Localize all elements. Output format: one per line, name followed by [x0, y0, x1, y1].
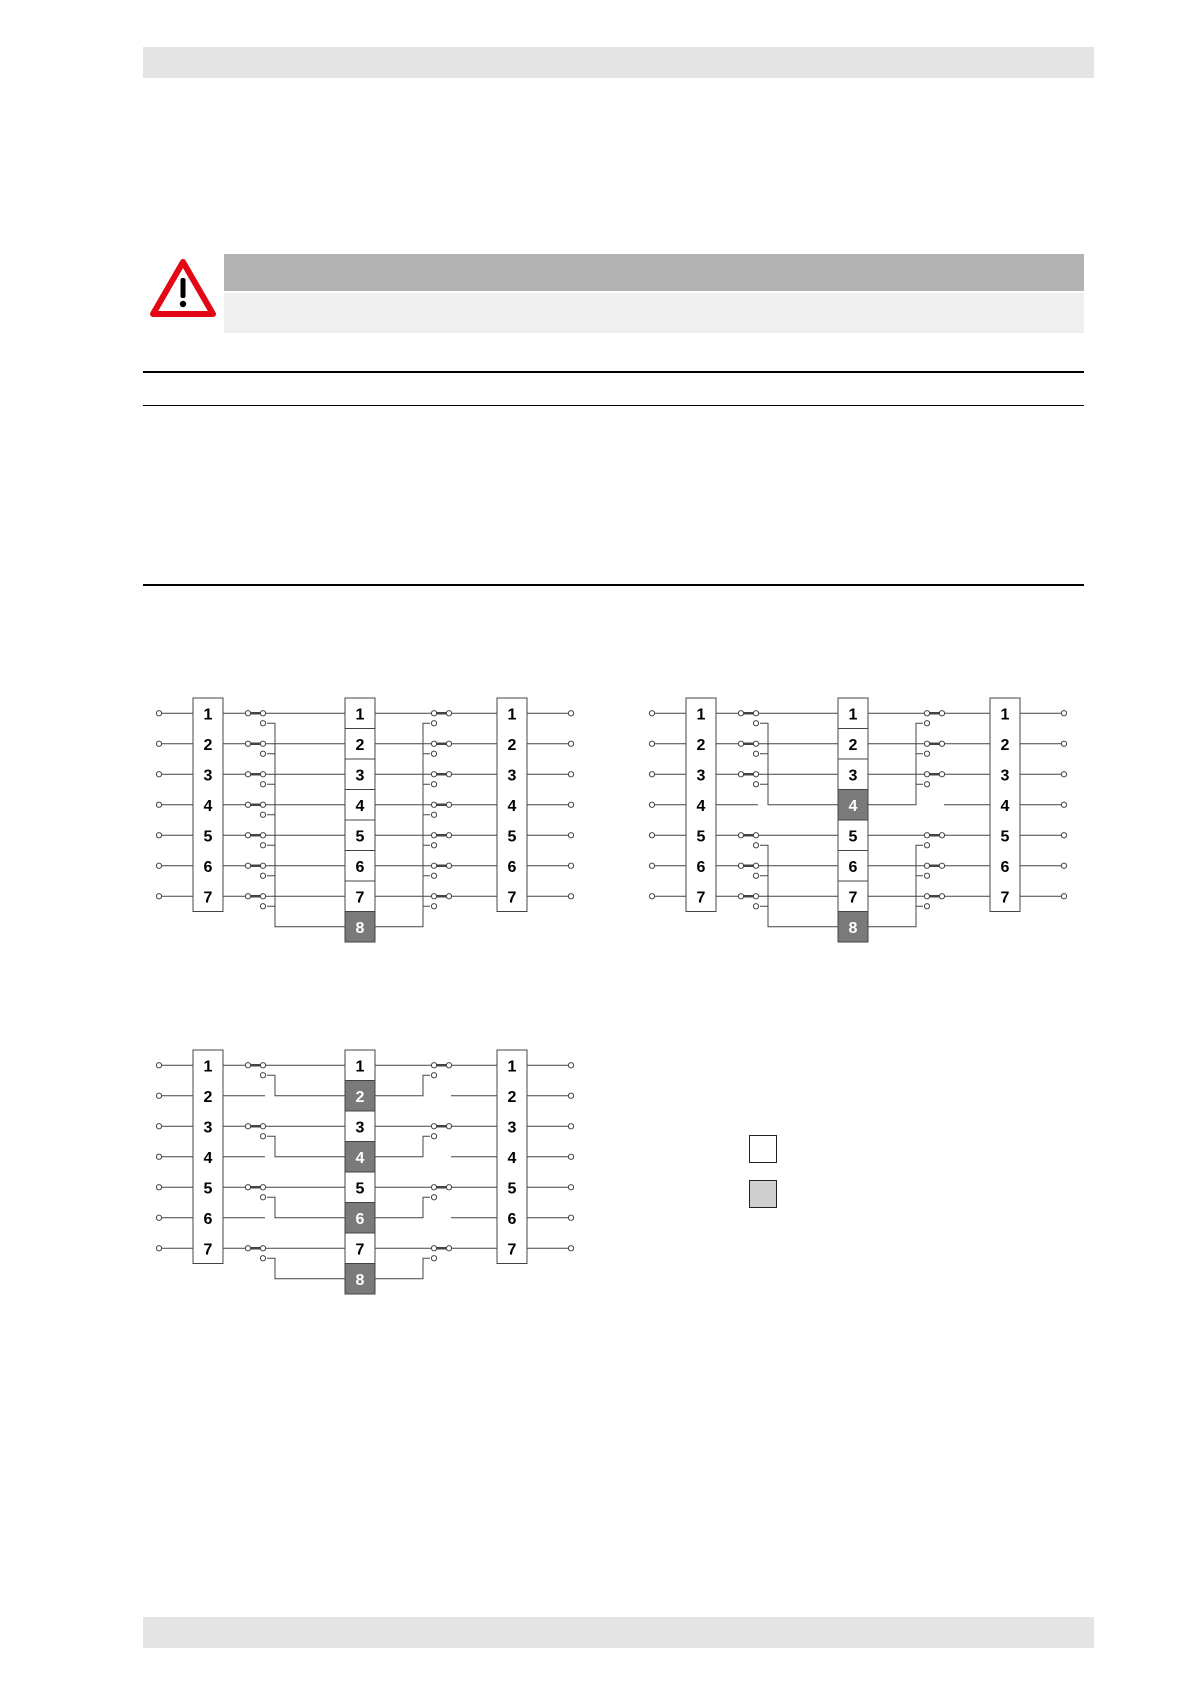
left-switch-contact [753, 863, 758, 868]
middle-slot-label: 1 [848, 706, 858, 724]
left-input-terminal [156, 1215, 161, 1220]
right-output-terminal [1061, 833, 1066, 838]
right-switch-alt-contact [924, 721, 929, 726]
left-switch-alt-contact [753, 721, 758, 726]
right-switch-pivot [446, 1185, 451, 1190]
left-input-terminal [649, 863, 654, 868]
left-switch-pivot [245, 1246, 250, 1251]
left-switch-alt-contact [753, 873, 758, 878]
right-switch-contact [431, 863, 436, 868]
left-input-terminal [156, 772, 161, 777]
right-output-terminal [568, 711, 573, 716]
left-slot-label: 5 [696, 828, 706, 846]
left-slot-label: 6 [203, 858, 213, 876]
middle-slot-label: 8 [848, 919, 858, 937]
left-input-terminal [649, 894, 654, 899]
right-slot-label: 1 [507, 706, 517, 724]
left-input-terminal [156, 894, 161, 899]
right-collector-bus [375, 1258, 430, 1279]
right-switch-alt-contact [431, 843, 436, 848]
page-header-bar [143, 47, 1094, 78]
right-output-terminal [1061, 772, 1066, 777]
left-switch-contact [753, 711, 758, 716]
left-switch-contact [260, 1063, 265, 1068]
middle-slot-label: 4 [355, 797, 365, 815]
right-switch-pivot [939, 894, 944, 899]
left-switch-pivot [245, 1063, 250, 1068]
right-slot-label: 1 [507, 1058, 517, 1076]
right-switch-pivot [446, 711, 451, 716]
left-switch-contact [260, 1246, 265, 1251]
right-switch-pivot [446, 894, 451, 899]
left-switch-contact [753, 741, 758, 746]
right-slot-label: 5 [507, 828, 517, 846]
right-output-terminal [568, 1124, 573, 1129]
left-slot-label: 1 [696, 706, 706, 724]
right-switch-alt-contact [431, 782, 436, 787]
left-slot-label: 7 [203, 1241, 213, 1259]
right-switch-pivot [939, 833, 944, 838]
left-switch-contact [753, 833, 758, 838]
left-input-terminal [649, 772, 654, 777]
right-output-terminal [568, 894, 573, 899]
right-output-terminal [568, 802, 573, 807]
left-switch-alt-contact [753, 782, 758, 787]
middle-slot-label: 7 [848, 889, 858, 907]
right-output-terminal [1061, 741, 1066, 746]
section-rule-bottom [143, 584, 1084, 586]
right-switch-contact [431, 1246, 436, 1251]
middle-slot-label: 5 [848, 828, 858, 846]
right-switch-alt-contact [924, 873, 929, 878]
slot-diagram-b [648, 690, 1068, 945]
left-input-terminal [156, 863, 161, 868]
right-switch-contact [924, 833, 929, 838]
left-switch-pivot [738, 741, 743, 746]
right-switch-contact [924, 863, 929, 868]
left-switch-contact [753, 772, 758, 777]
left-input-terminal [156, 741, 161, 746]
left-slot-label: 3 [203, 767, 213, 785]
right-output-terminal [568, 1093, 573, 1098]
right-switch-pivot [446, 1063, 451, 1068]
right-output-terminal [568, 772, 573, 777]
left-switch-pivot [245, 741, 250, 746]
right-collector-bus [375, 1075, 430, 1096]
right-slot-label: 5 [1000, 828, 1010, 846]
right-switch-pivot [939, 863, 944, 868]
middle-slot-label: 4 [355, 1149, 365, 1167]
left-switch-pivot [245, 833, 250, 838]
right-switch-alt-contact [431, 904, 436, 909]
left-switch-contact [753, 894, 758, 899]
right-output-terminal [568, 1154, 573, 1159]
left-slot-label: 7 [696, 889, 706, 907]
right-collector-bus [868, 845, 923, 927]
middle-slot-label: 2 [848, 736, 858, 754]
warning-triangle-icon [150, 258, 216, 318]
left-collector-bus [267, 1197, 345, 1218]
right-collector-bus [868, 723, 923, 805]
left-switch-pivot [738, 894, 743, 899]
right-switch-pivot [939, 741, 944, 746]
right-slot-label: 1 [1000, 706, 1010, 724]
left-input-terminal [649, 711, 654, 716]
middle-slot-label: 6 [848, 858, 858, 876]
section-rule-top [143, 371, 1084, 373]
middle-slot-label: 6 [355, 1210, 365, 1228]
left-switch-alt-contact [260, 782, 265, 787]
right-slot-label: 2 [1000, 736, 1010, 754]
left-slot-label: 3 [696, 767, 706, 785]
left-input-terminal [649, 833, 654, 838]
left-slot-label: 4 [696, 797, 706, 815]
right-slot-label: 4 [507, 1149, 517, 1167]
middle-slot-label: 1 [355, 706, 365, 724]
left-switch-alt-contact [260, 843, 265, 848]
middle-slot-label: 2 [355, 736, 365, 754]
left-switch-alt-contact [260, 751, 265, 756]
middle-slot-label: 7 [355, 1241, 365, 1259]
right-output-terminal [568, 741, 573, 746]
right-output-terminal [568, 1246, 573, 1251]
left-slot-label: 2 [203, 1088, 213, 1106]
right-switch-contact [431, 772, 436, 777]
left-switch-pivot [245, 894, 250, 899]
right-switch-contact [431, 1185, 436, 1190]
right-output-terminal [568, 1185, 573, 1190]
right-switch-alt-contact [924, 904, 929, 909]
left-collector-bus [267, 1258, 345, 1279]
left-switch-pivot [738, 833, 743, 838]
middle-slot-label: 5 [355, 1180, 365, 1198]
page-footer-bar [143, 1617, 1094, 1648]
middle-slot-label: 7 [355, 889, 365, 907]
section-rule-mid [143, 405, 1084, 406]
right-switch-alt-contact [431, 1073, 436, 1078]
right-slot-label: 3 [507, 767, 517, 785]
middle-slot-label: 8 [355, 1271, 365, 1289]
left-input-terminal [156, 1185, 161, 1190]
right-switch-alt-contact [924, 843, 929, 848]
left-input-terminal [649, 741, 654, 746]
left-switch-contact [260, 1185, 265, 1190]
middle-slot-label: 5 [355, 828, 365, 846]
left-switch-alt-contact [753, 904, 758, 909]
right-slot-label: 7 [507, 1241, 517, 1259]
right-slot-label: 6 [507, 1210, 517, 1228]
right-switch-alt-contact [924, 782, 929, 787]
right-switch-contact [924, 741, 929, 746]
left-input-terminal [156, 833, 161, 838]
left-switch-pivot [245, 1124, 250, 1129]
right-switch-pivot [446, 1246, 451, 1251]
left-switch-contact [260, 772, 265, 777]
left-slot-label: 3 [203, 1119, 213, 1137]
middle-slot-label: 1 [355, 1058, 365, 1076]
right-switch-pivot [446, 741, 451, 746]
right-output-terminal [1061, 711, 1066, 716]
right-switch-alt-contact [431, 751, 436, 756]
left-slot-label: 4 [203, 1149, 213, 1167]
right-slot-label: 4 [507, 797, 517, 815]
right-output-terminal [568, 833, 573, 838]
left-slot-label: 2 [203, 736, 213, 754]
right-output-terminal [1061, 863, 1066, 868]
right-switch-alt-contact [431, 873, 436, 878]
left-switch-contact [260, 741, 265, 746]
left-switch-contact [260, 802, 265, 807]
left-input-terminal [156, 711, 161, 716]
right-output-terminal [1061, 894, 1066, 899]
right-slot-label: 4 [1000, 797, 1010, 815]
right-slot-label: 6 [507, 858, 517, 876]
right-switch-pivot [446, 863, 451, 868]
middle-slot-label: 8 [355, 919, 365, 937]
right-switch-contact [431, 833, 436, 838]
right-switch-alt-contact [431, 1195, 436, 1200]
slot-diagram-c [155, 1042, 575, 1297]
right-switch-alt-contact [431, 721, 436, 726]
right-collector-bus [375, 1136, 430, 1157]
right-switch-contact [431, 1063, 436, 1068]
left-switch-alt-contact [260, 812, 265, 817]
left-switch-pivot [738, 863, 743, 868]
left-slot-label: 5 [203, 828, 213, 846]
left-input-terminal [649, 802, 654, 807]
left-switch-pivot [245, 711, 250, 716]
right-slot-label: 2 [507, 1088, 517, 1106]
left-collector-bus [267, 1075, 345, 1096]
left-switch-pivot [245, 1185, 250, 1190]
middle-slot-label: 3 [848, 767, 858, 785]
left-switch-alt-contact [260, 1134, 265, 1139]
left-switch-alt-contact [260, 1256, 265, 1261]
left-switch-pivot [245, 802, 250, 807]
left-input-terminal [156, 1063, 161, 1068]
right-switch-pivot [446, 833, 451, 838]
left-switch-pivot [245, 863, 250, 868]
right-output-terminal [568, 1215, 573, 1220]
right-switch-pivot [939, 772, 944, 777]
left-slot-label: 2 [696, 736, 706, 754]
slot-diagram-a [155, 690, 575, 945]
right-switch-contact [924, 894, 929, 899]
left-slot-label: 1 [203, 1058, 213, 1076]
right-switch-contact [431, 802, 436, 807]
right-switch-alt-contact [431, 812, 436, 817]
left-slot-label: 6 [203, 1210, 213, 1228]
legend-inactive-swatch [749, 1135, 777, 1163]
right-switch-pivot [446, 772, 451, 777]
left-switch-contact [260, 833, 265, 838]
right-output-terminal [1061, 802, 1066, 807]
right-switch-alt-contact [431, 1134, 436, 1139]
left-switch-alt-contact [260, 1195, 265, 1200]
left-collector-bus [267, 1136, 345, 1157]
right-switch-contact [924, 772, 929, 777]
middle-slot-label: 3 [355, 767, 365, 785]
right-collector-bus [375, 1197, 430, 1218]
left-switch-pivot [738, 711, 743, 716]
right-switch-contact [431, 741, 436, 746]
left-switch-alt-contact [260, 904, 265, 909]
legend-active-swatch [749, 1180, 777, 1208]
right-slot-label: 3 [507, 1119, 517, 1137]
left-collector-bus [760, 845, 838, 927]
right-output-terminal [568, 863, 573, 868]
left-input-terminal [156, 802, 161, 807]
left-slot-label: 7 [203, 889, 213, 907]
left-switch-contact [260, 1124, 265, 1129]
right-slot-label: 7 [1000, 889, 1010, 907]
right-switch-contact [431, 894, 436, 899]
left-input-terminal [156, 1124, 161, 1129]
left-switch-alt-contact [753, 843, 758, 848]
left-collector-bus [760, 723, 838, 805]
left-switch-pivot [738, 772, 743, 777]
left-switch-alt-contact [260, 873, 265, 878]
left-slot-label: 4 [203, 797, 213, 815]
left-input-terminal [156, 1246, 161, 1251]
middle-slot-label: 3 [355, 1119, 365, 1137]
warning-title-bar [224, 254, 1084, 291]
right-slot-label: 5 [507, 1180, 517, 1198]
left-input-terminal [156, 1154, 161, 1159]
right-switch-contact [431, 1124, 436, 1129]
right-switch-pivot [446, 802, 451, 807]
right-switch-pivot [446, 1124, 451, 1129]
left-switch-alt-contact [260, 721, 265, 726]
left-slot-label: 1 [203, 706, 213, 724]
left-switch-contact [260, 711, 265, 716]
middle-slot-label: 6 [355, 858, 365, 876]
right-switch-alt-contact [924, 751, 929, 756]
right-output-terminal [568, 1063, 573, 1068]
left-switch-contact [260, 894, 265, 899]
left-input-terminal [156, 1093, 161, 1098]
right-slot-label: 6 [1000, 858, 1010, 876]
left-slot-label: 5 [203, 1180, 213, 1198]
right-slot-label: 3 [1000, 767, 1010, 785]
right-switch-contact [431, 711, 436, 716]
left-switch-alt-contact [260, 1073, 265, 1078]
right-switch-pivot [939, 711, 944, 716]
right-switch-alt-contact [431, 1256, 436, 1261]
warning-body-bar [224, 293, 1084, 333]
right-slot-label: 7 [507, 889, 517, 907]
left-switch-alt-contact [753, 751, 758, 756]
middle-slot-label: 2 [355, 1088, 365, 1106]
left-switch-pivot [245, 772, 250, 777]
right-switch-contact [924, 711, 929, 716]
middle-slot-label: 4 [848, 797, 858, 815]
right-slot-label: 2 [507, 736, 517, 754]
left-slot-label: 6 [696, 858, 706, 876]
left-switch-contact [260, 863, 265, 868]
